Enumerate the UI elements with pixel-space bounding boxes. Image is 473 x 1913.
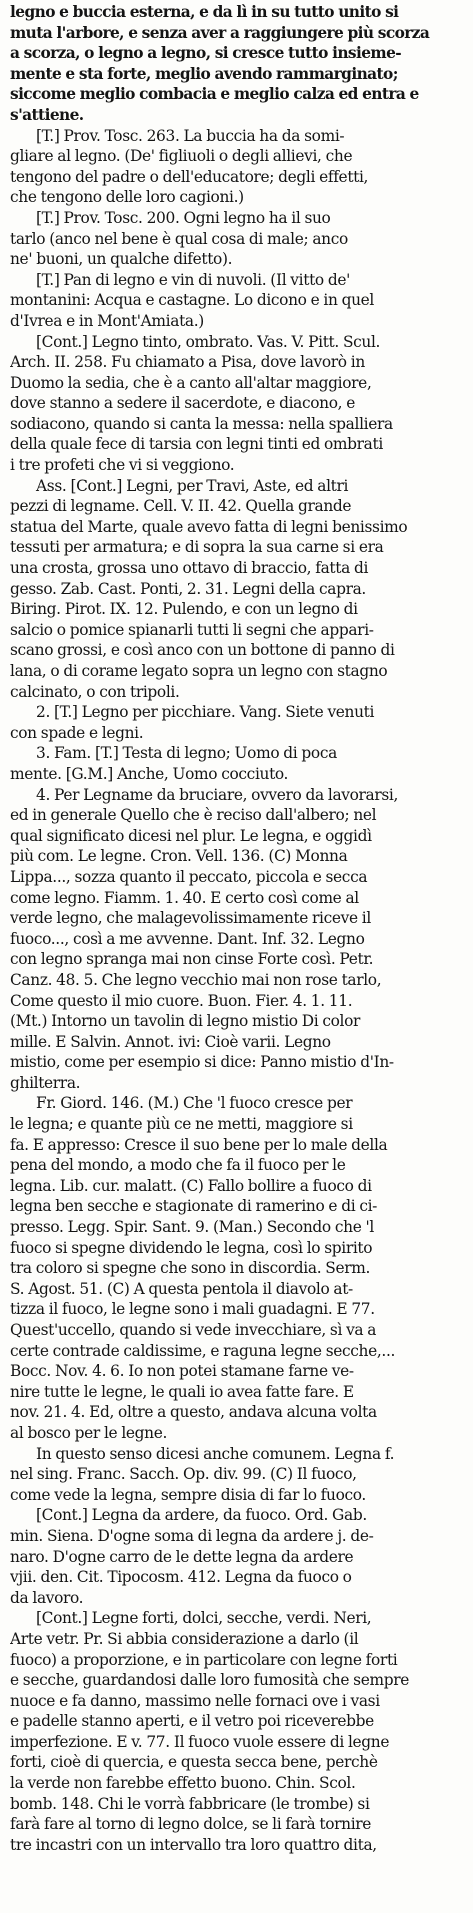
text-line: i tre profeti che vi si veggiono. [10, 456, 235, 475]
text-line: gesso. Zab. Cast. Ponti, 2. 31. Legni della capra. [10, 579, 366, 598]
text-line: nire tutte le legne, le quali io avea fatte fare. E [10, 1382, 354, 1401]
text-line: come legno. Fiamm. 1. 40. E certo così come al [10, 888, 359, 907]
text-line: fa. E appresso: Cresce il suo bene per lo male della [10, 1135, 388, 1154]
text-line: nuoce e fa danno, massimo nelle fornaci ove i vasi [10, 1691, 380, 1710]
text-line: In questo senso dicesi anche comunem. Legna f. [36, 1444, 395, 1463]
text-line: Arch. II. 258. Fu chiamato a Pisa, dove lavorò in [10, 353, 365, 372]
text-line: min. Siena. D'ogne soma di legna da ardere j. de- [10, 1526, 374, 1545]
text-line: con spade e legni. [10, 723, 144, 742]
text-line: 3. Fam. [T.] Testa di legno; Uomo di poca [36, 744, 337, 763]
text-line: e padelle stanno aperti, e il vetro poi riceverebbe [10, 1712, 374, 1731]
text-line: forti, cioè di quercia, e questa secca bene, perchè [10, 1753, 378, 1772]
text-line: ed in generale Quello che è reciso dall'albero; nel [10, 806, 377, 825]
text-line: tarlo (anco nel bene è qual cosa di male; anco [10, 229, 348, 248]
text-line: a scorza, o legno a legno, si cresce tutto insieme- [10, 44, 402, 63]
text-line: mistio, come per esempio si dice: Panno mistio d'In- [10, 1053, 394, 1072]
text-line: 2. [T.] Legno per picchiare. Vang. Siete venuti [36, 703, 375, 722]
text-line: sodiacono, quando si canta la messa: nella spalliera [10, 414, 393, 433]
text-line: e secche, guardandosi dalle loro fumosità che sempre [10, 1671, 409, 1690]
text-line: pena del mondo, a modo che fa il fuoco per le [10, 1156, 346, 1175]
text-line: [Cont.] Legno tinto, ombrato. Vas. V. Pitt. Scul. [36, 332, 381, 351]
text-line: Biring. Pirot. IX. 12. Pulendo, e con un legno di [10, 600, 358, 619]
text-line: come vede la legna, sempre disia di far lo fuoco. [10, 1485, 366, 1504]
text-line: salcio o pomice spianarli tutti li segni che appari- [10, 620, 374, 639]
text-line: montanini: Acqua e castagne. Lo dicono e in quel [10, 291, 374, 310]
text-line: Lippa..., sozza quanto il peccato, piccola e secca [10, 867, 368, 886]
text-line: più com. Le legne. Cron. Vell. 136. (C) Monna [10, 847, 348, 866]
text-line: S. Agost. 51. (C) A questa pentola il diavolo at- [10, 1279, 353, 1298]
text-line: con legno spranga mai non cinse Forte così. Petr. [10, 950, 374, 969]
text-line: s'attiene. [10, 105, 84, 124]
text-line: tengono del padre o dell'educatore; degli effetti, [10, 167, 369, 186]
text-line: Duomo la sedia, che è a canto all'altar maggiore, [10, 373, 372, 392]
text-line: fuoco si spegne dividendo le legna, così lo spirito [10, 1238, 373, 1257]
text-line: (Mt.) Intorno un tavolin di legno mistio Di color [10, 1012, 361, 1031]
text-line: Quest'uccello, quando si vede invecchiare, sì va a [10, 1321, 377, 1339]
text-line: [Cont.] Legne forti, dolci, secche, verdi. Neri, [36, 1609, 372, 1628]
text-line: tre incastri con un intervallo tra loro quattro dita, [10, 1835, 377, 1854]
text-line: pezzi di legname. Cell. V. II. 42. Quella grande [10, 497, 352, 516]
text-line: la verde non farebbe effetto buono. Chin. Scol. [10, 1774, 356, 1793]
text-line: [T.] Prov. Tosc. 263. La buccia ha da somi- [36, 126, 345, 145]
text-line: da lavoro. [10, 1588, 84, 1607]
text-line: ne' buoni, un qualche difetto). [10, 250, 233, 269]
text-line: mente e sta forte, meglio avendo rammarginato; [10, 64, 398, 83]
text-line: ghilterra. [10, 1073, 81, 1092]
text-line: tizza il fuoco, le legne sono i mali guadagni. E 77. [10, 1300, 375, 1319]
text-line: dove stanno a sedere il sacerdote, e diacono, e [10, 394, 355, 413]
text-line: [Cont.] Legna da ardere, da fuoco. Ord. Gab. [36, 1506, 367, 1525]
text-line: d'Ivrea e in Mont'Amiata.) [10, 311, 204, 330]
text-line: le legna; e quante più ce ne metti, maggiore si [10, 1115, 353, 1134]
text-line: scano grossi, e così anco con un bottone di panno di [10, 641, 395, 660]
text-line: Arte vetr. Pr. Si abbia considerazione a darlo (il [10, 1629, 359, 1648]
text-line: al bosco per le legne. [10, 1423, 168, 1442]
text-line: vjii. den. Cit. Tipocosm. 412. Legna da fuoco o [10, 1568, 352, 1587]
text-line: 4. Per Legname da bruciare, ovvero da lavorarsi, [36, 785, 399, 804]
text-line: naro. D'ogne carro de le dette legna da ardere [10, 1547, 354, 1566]
text-line: [T.] Prov. Tosc. 200. Ogni legno ha il suo [36, 208, 331, 227]
text-line: Ass. [Cont.] Legni, per Travi, Aste, ed altri [36, 476, 349, 495]
text-line: Bocc. Nov. 4. 6. Io non potei stamane farne ve- [10, 1362, 354, 1381]
text-line: che tengono delle loro cagioni.) [10, 188, 244, 207]
text-line: qual significato dicesi nel plur. Le legna, e oggidì [10, 826, 372, 845]
text-line: [T.] Pan di legno e vin di nuvoli. (Il vitto de' [36, 270, 350, 289]
text-line: gliare al legno. (De' figliuoli o degli allievi, che [10, 147, 353, 166]
text-line: Canz. 48. 5. Che legno vecchio mai non rose tarlo, [10, 970, 382, 989]
text-line: legna ben secche e stagionate di ramerino e di ci- [10, 1197, 378, 1216]
text-line: calcinato, o con tripoli. [10, 682, 180, 701]
text-line: statua del Marte, quale avevo fatta di legni benissimo [10, 517, 408, 536]
text-line: presso. Legg. Spir. Sant. 9. (Man.) Secondo che 'l [10, 1218, 374, 1237]
text-line: fuoco) a proporzione, e in particolare con legne forti [10, 1650, 398, 1669]
text-line: siccome meglio combacia e meglio calza ed entra e [10, 85, 419, 104]
text-line: tra coloro si spegne che sono in discordia. Serm. [10, 1259, 371, 1278]
text-line: farà fare al torno di legno dolce, se li farà tornire [10, 1815, 372, 1834]
text-line: tessuti per armatura; e di sopra la sua carne si era [10, 538, 384, 557]
text-line: imperfezione. E v. 77. Il fuoco vuole essere di legne [10, 1732, 390, 1751]
text-line: Fr. Giord. 146. (M.) Che 'l fuoco cresce per [36, 1094, 353, 1113]
text-line: Come questo il mio cuore. Buon. Fier. 4. 1. 11. [10, 991, 353, 1010]
text-line: muta l'arbore, e senza aver a raggiungere più scorza [10, 23, 430, 42]
text-line: verde legno, che malagevolissimamente riceve il [10, 909, 371, 928]
text-line: bomb. 148. Chi le vorrà fabbricare (le trombe) si [10, 1794, 370, 1813]
text-line: nov. 21. 4. Ed, oltre a questo, andava alcuna volta [10, 1403, 377, 1422]
text-line: mente. [G.M.] Anche, Uomo cocciuto. [10, 764, 289, 783]
text-line: legno e buccia esterna, e da lì in su tutto unito si [10, 3, 399, 21]
text-line: certe contrade caldissime, e raguna legne secche,... [10, 1341, 396, 1360]
text-line: legna. Lib. cur. malatt. (C) Fallo bollire a fuoco di [10, 1176, 372, 1195]
text-line: mille. E Salvin. Annot. ivi: Cioè varii. Legno [10, 1032, 331, 1051]
text-line: nel sing. Franc. Sacch. Op. div. 99. (C) Il fuoco, [10, 1465, 357, 1484]
text-line: lana, o di corame legato sopra un legno con stagno [10, 662, 388, 680]
text-line: fuoco..., così a me avvenne. Dant. Inf. 32. Legno [10, 929, 365, 948]
text-line: della quale fece di tarsia con legni tinti ed ombrati [10, 435, 383, 454]
text-line: una crosta, grossa uno ottavo di braccio, fatta di [10, 559, 369, 578]
